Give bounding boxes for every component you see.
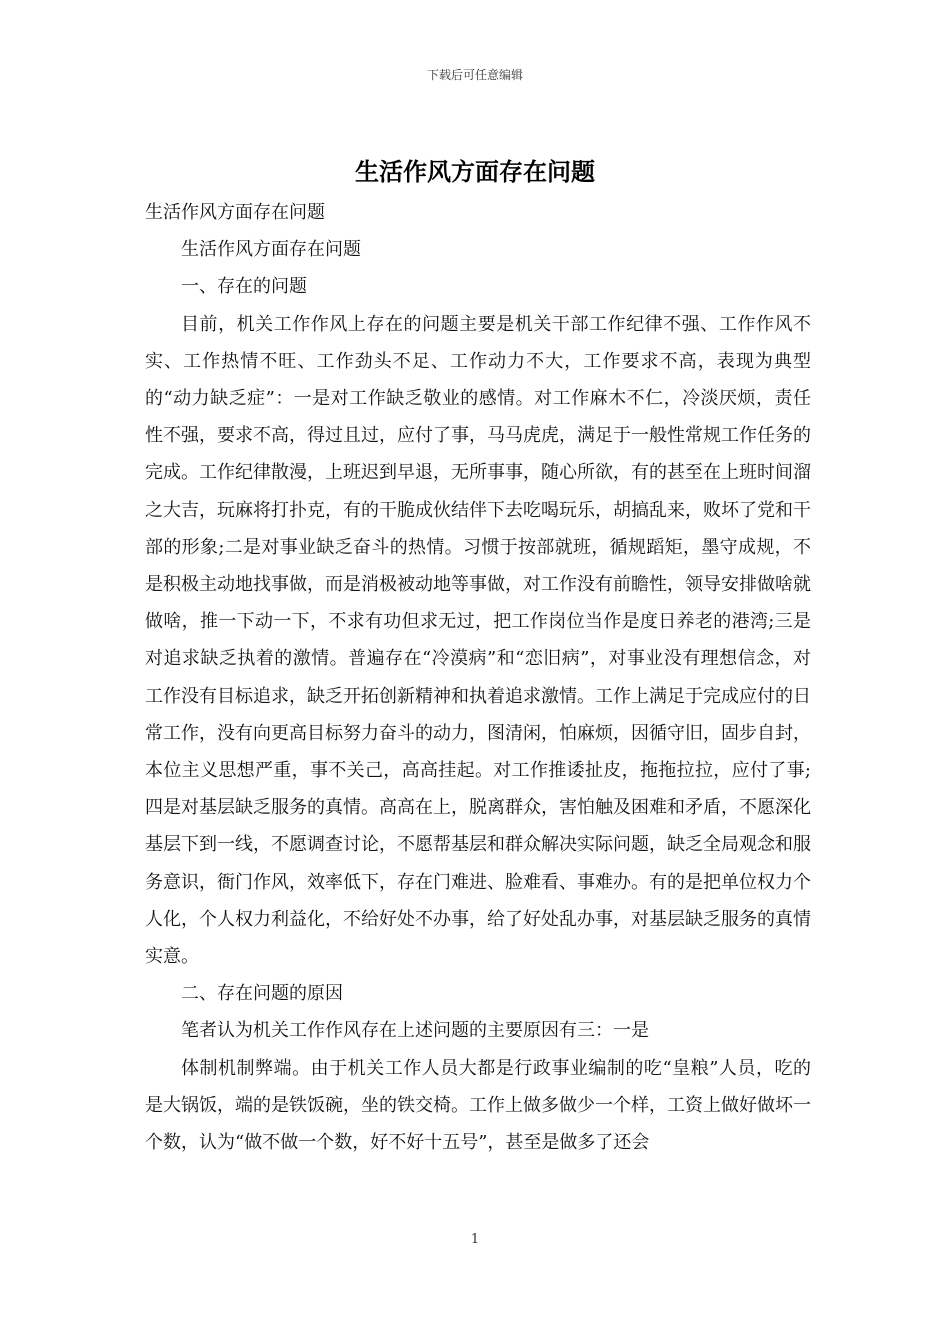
document-body [145,194,811,1161]
section-heading: 一、存在的问题 [181,276,307,298]
paragraph: 目前，机关工作作风上存在的问题主要是机关干部工作纪律不强、工作作风不实、工作热情不旺、工作劲头不足、工作动力不大，工作要求不高，表现为典型的“动力缺乏症”：一是对工作缺乏敬业的感情。对工作麻木不仁，冷淡厌烦，责任性不强，要求不高，得过且过，应付了事，马马虎虎，满足于一般性常规工作任务的完成。工作纪律散漫，上班迟到早退，无所事事，随心所欲，有的甚至在上班时间溜之大吉，玩麻将打扑克，有的干脆成伙结伴下去吃喝玩乐，胡搞乱来，败坏了党和干部的形象;二是对事业缺乏奋斗的热情。习惯于按部就班，循规蹈矩，墨守成规，不是积极主动地找事做，而是消极被动地等事做，对工作没有前瞻性，领导安排做啥就做啥，推一下动一下，不求有功但求无过，把工作岗位当作是度日养老的港湾;三是对追求缺乏执着的激情。普遍存在“冷漠病”和“恋旧病”，对事业没有理想信念，对工作没有目标追求，缺乏开拓创新精神和执着追求激情。工作上满足于完成应付的日常工作，没有向更高目标努力奋斗的动力，图清闲，怕麻烦，因循守旧，固步自封，本位主义思想严重，事不关己，高高挂起。对工作推诿扯皮，拖拖拉拉，应付了事;四是对基层缺乏服务的真情。高高在上，脱离群众，害怕触及困难和矛盾，不愿深化基层下到一线，不愿调查讨论，不愿帮基层和群众解决实际问题，缺乏全局观念和服务意识，衙门作风，效率低下，存在门难进、脸难看、事难办。有的是把单位权力个人化，个人权力利益化，不给好处不办事，给了好处乱办事，对基层缺乏服务的真情实意。 [145,313,811,968]
document-title: 生活作风方面存在问题 [355,157,595,186]
paragraph: 笔者认为机关工作作风存在上述问题的主要原因有三：一是 [181,1020,649,1042]
paragraph: 体制机制弊端。由于机关工作人员大都是行政事业编制的吃“皇粮”人员，吃的是大锅饭，端的是铁饭碗，坐的铁交椅。工作上做多做少一个样，工资上做好做坏一个数，认为“做不做一个数，好不好十五号”，甚至是做多了还会 [145,1057,811,1154]
page-number: 1 [470,1232,480,1247]
paragraph: 生活作风方面存在问题 [145,202,325,223]
paragraph: 生活作风方面存在问题 [181,239,361,261]
page-header: 下载后可任意编辑 [426,68,523,82]
section-heading: 二、存在问题的原因 [181,983,343,1005]
